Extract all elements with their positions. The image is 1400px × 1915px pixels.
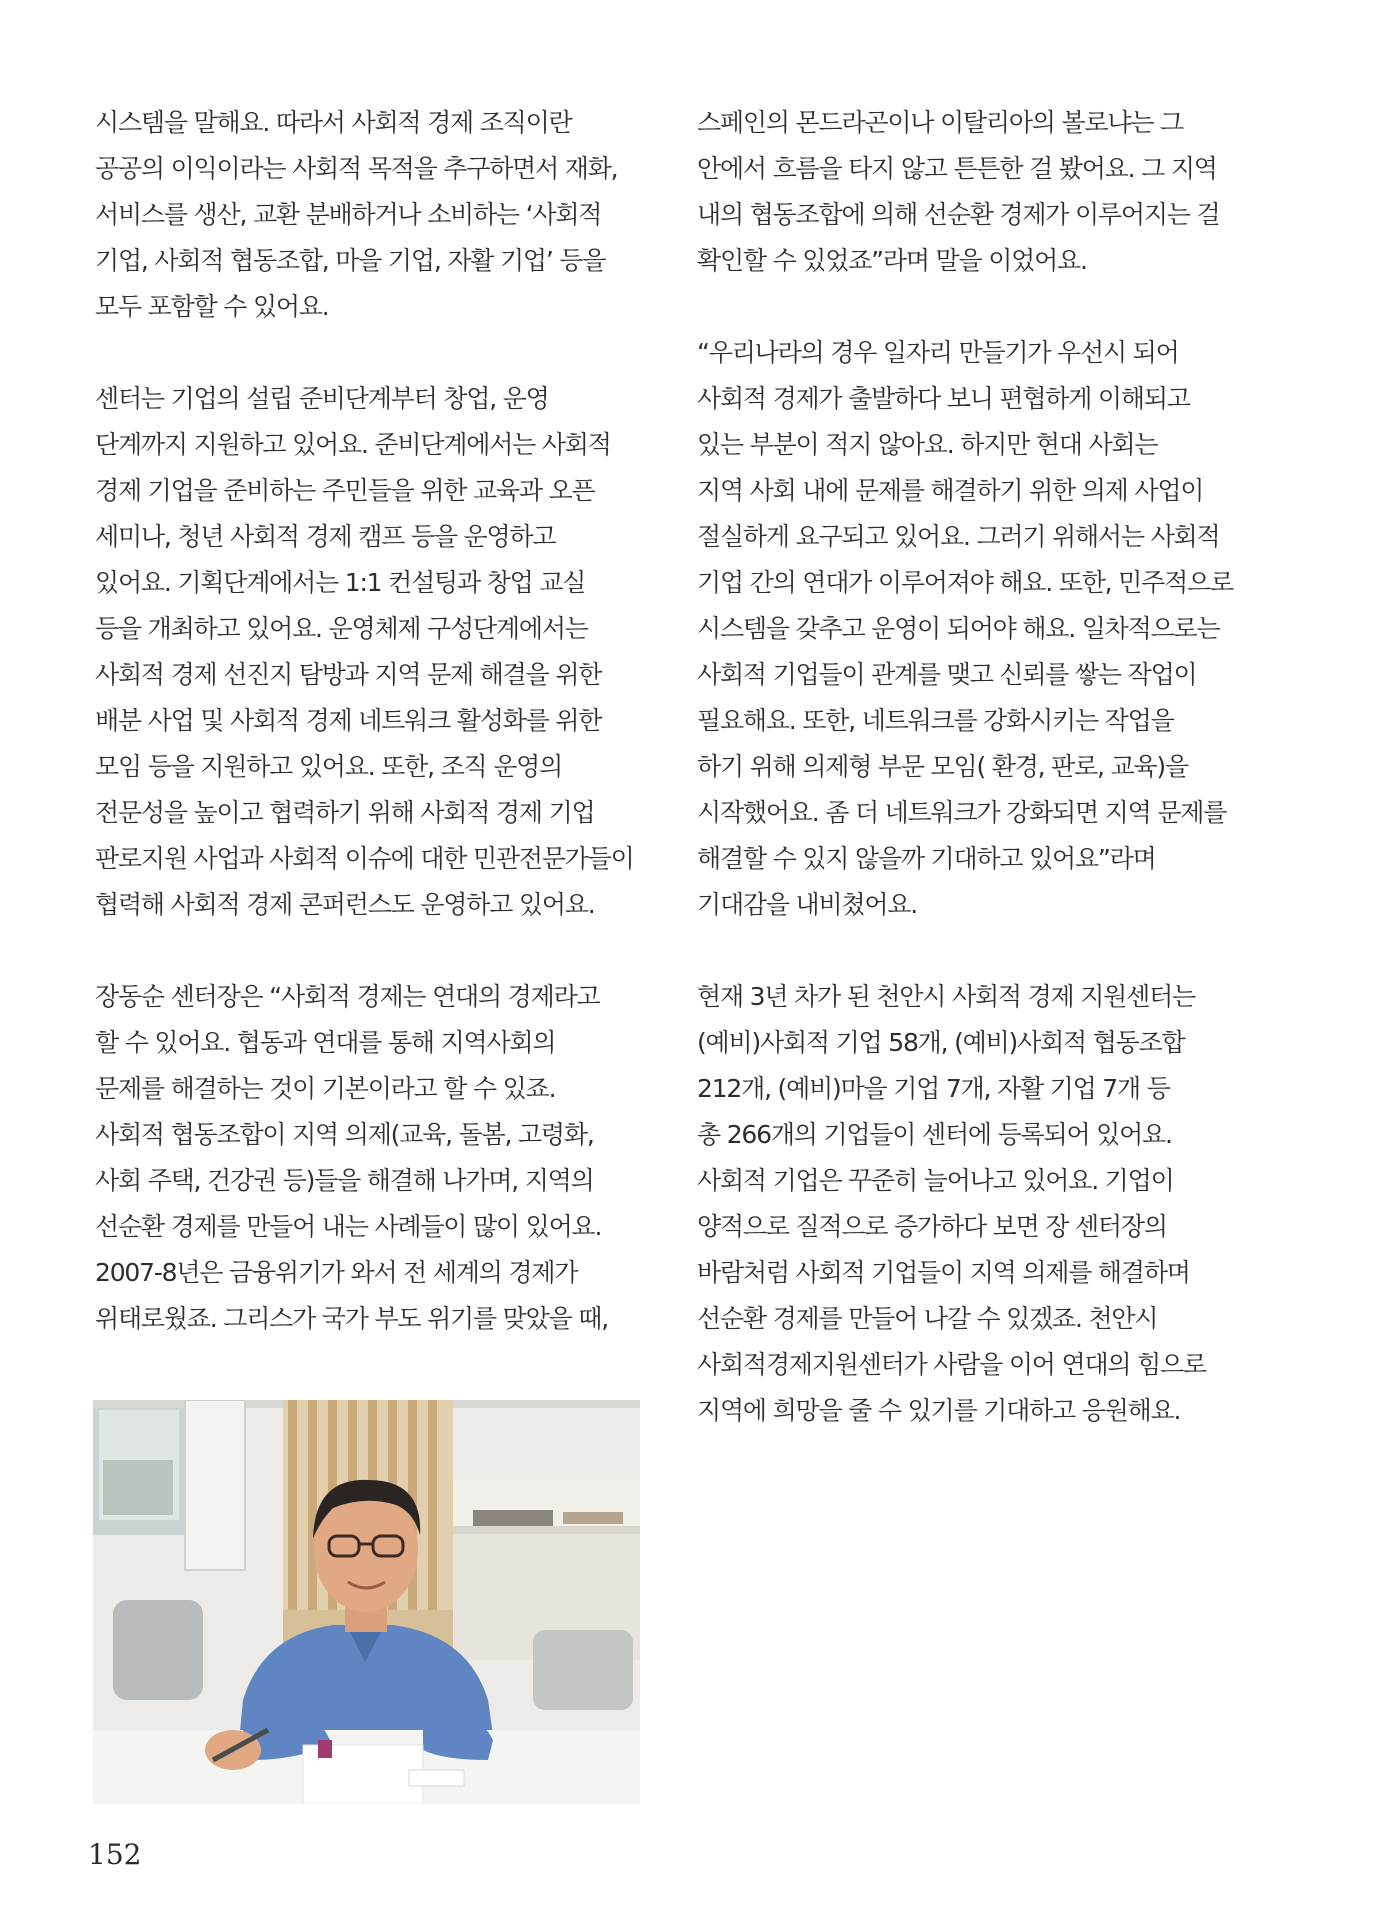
text-line: 모임 등을 지원하고 있어요. 또한, 조직 운영의 [95,752,563,781]
text-line: 내의 협동조합에 의해 선순환 경제가 이루어지는 걸 [697,200,1220,229]
text-line: 있는 부분이 적지 않아요. 하지만 현대 사회는 [697,430,1158,459]
text-line: 사회 주택, 건강권 등)들을 해결해 나가며, 지역의 [95,1166,594,1195]
text-line: 필요해요. 또한, 네트워크를 강화시키는 작업을 [697,706,1174,735]
text-line: 총 266개의 기업들이 센터에 등록되어 있어요. [697,1120,1172,1149]
text-line: 사회적 경제가 출발하다 보니 편협하게 이해되고 [697,384,1190,413]
left-paragraph-2 [95,376,655,928]
text-line: 모두 포함할 수 있어요. [95,292,329,321]
text-line: 세미나, 청년 사회적 경제 캠프 등을 운영하고 [95,522,556,551]
text-line: 등을 개최하고 있어요. 운영체제 구성단계에서는 [95,614,588,643]
right-column [697,100,1257,1480]
text-line: 위태로웠죠. 그리스가 국가 부도 위기를 맞았을 때, [95,1304,608,1333]
text-line: 시스템을 말해요. 따라서 사회적 경제 조직이란 [95,108,572,137]
text-line: 선순환 경제를 만들어 나갈 수 있겠죠. 천안시 [697,1304,1158,1333]
text-line: 선순환 경제를 만들어 내는 사례들이 많이 있어요. [95,1212,602,1241]
text-line: 하기 위해 의제형 부문 모임( 환경, 판로, 교육)을 [697,752,1188,781]
text-line: 경제 기업을 준비하는 주민들을 위한 교육과 오픈 [95,476,595,505]
text-line: 확인할 수 있었죠”라며 말을 이었어요. [697,246,1087,275]
left-paragraph-1 [95,100,655,330]
right-paragraph-1 [697,100,1257,284]
photo-illustration [93,1400,640,1804]
text-line: 기업 간의 연대가 이루어져야 해요. 또한, 민주적으로 [697,568,1233,597]
text-line: 사회적경제지원센터가 사람을 이어 연대의 힘으로 [697,1350,1206,1379]
binder-clip [318,1740,332,1758]
counter-top [453,1526,640,1534]
text-line: 서비스를 생산, 교환 분배하거나 소비하는 ‘사회적 [95,200,602,229]
name-card [409,1770,464,1786]
left-paragraph-3 [95,974,655,1342]
text-line: “우리나라의 경우 일자리 만들기가 우선시 되어 [697,338,1179,367]
counter-items [473,1510,553,1526]
text-line: 문제를 해결하는 것이 기본이라고 할 수 있죠. [95,1074,556,1103]
page-number: 152 [88,1838,142,1871]
text-line: (예비)사회적 기업 58개, (예비)사회적 협동조합 [697,1028,1185,1057]
text-line: 센터는 기업의 설립 준비단계부터 창업, 운영 [95,384,549,413]
text-line: 있어요. 기획단계에서는 1:1 컨설팅과 창업 교실 [95,568,586,597]
right-paragraph-3 [697,974,1257,1434]
text-line: 단계까지 지원하고 있어요. 준비단계에서는 사회적 [95,430,611,459]
text-line: 사회적 경제 선진지 탐방과 지역 문제 해결을 위한 [95,660,602,689]
text-line: 장동순 센터장은 “사회적 경제는 연대의 경제라고 [95,982,600,1011]
counter-items-2 [563,1512,623,1524]
text-line: 지역 사회 내에 문제를 해결하기 위한 의제 사업이 [697,476,1204,505]
text-line: 양적으로 질적으로 증가하다 보면 장 센터장의 [697,1212,1167,1241]
chair-back [113,1600,203,1700]
text-line: 해결할 수 있지 않을까 기대하고 있어요”라며 [697,844,1156,873]
text-line: 배분 사업 및 사회적 경제 네트워크 활성화를 위한 [95,706,602,735]
text-line: 사회적 기업들이 관계를 맺고 신뢰를 쌓는 작업이 [697,660,1197,689]
text-line: 공공의 이익이라는 사회적 목적을 추구하면서 재화, [95,154,618,183]
text-line: 안에서 흐름을 타지 않고 튼튼한 걸 봤어요. 그 지역 [697,154,1217,183]
left-column [95,100,655,1388]
text-line: 시작했어요. 좀 더 네트워크가 강화되면 지역 문제를 [697,798,1227,827]
text-line: 할 수 있어요. 협동과 연대를 통해 지역사회의 [95,1028,556,1057]
text-line: 전문성을 높이고 협력하기 위해 사회적 경제 기업 [95,798,595,827]
interview-photo [93,1400,640,1804]
text-line: 스페인의 몬드라곤이나 이탈리아의 볼로냐는 그 [697,108,1183,137]
chair-back-right [533,1630,633,1710]
window-building [103,1460,173,1515]
text-line: 212개, (예비)마을 기업 7개, 자활 기업 7개 등 [697,1074,1170,1103]
text-line: 기업, 사회적 협동조합, 마을 기업, 자활 기업’ 등을 [95,246,606,275]
right-paragraph-2 [697,330,1257,928]
door-frame [185,1400,245,1570]
text-line: 판로지원 사업과 사회적 이슈에 대한 민관전문가들이 [95,844,634,873]
text-line: 2007-8년은 금융위기가 와서 전 세계의 경제가 [95,1258,578,1287]
text-line: 현재 3년 차가 된 천안시 사회적 경제 지원센터는 [697,982,1195,1011]
text-line: 시스템을 갖추고 운영이 되어야 해요. 일차적으로는 [697,614,1220,643]
text-line: 절실하게 요구되고 있어요. 그러기 위해서는 사회적 [697,522,1220,551]
text-line: 사회적 기업은 꾸준히 늘어나고 있어요. 기업이 [697,1166,1174,1195]
text-line: 지역에 희망을 줄 수 있기를 기대하고 응원해요. [697,1396,1181,1425]
text-line: 협력해 사회적 경제 콘퍼런스도 운영하고 있어요. [95,890,595,919]
text-line: 기대감을 내비쳤어요. [697,890,918,919]
text-line: 바람처럼 사회적 기업들이 지역 의제를 해결하며 [697,1258,1190,1287]
text-line: 사회적 협동조합이 지역 의제(교육, 돌봄, 고령화, [95,1120,594,1149]
